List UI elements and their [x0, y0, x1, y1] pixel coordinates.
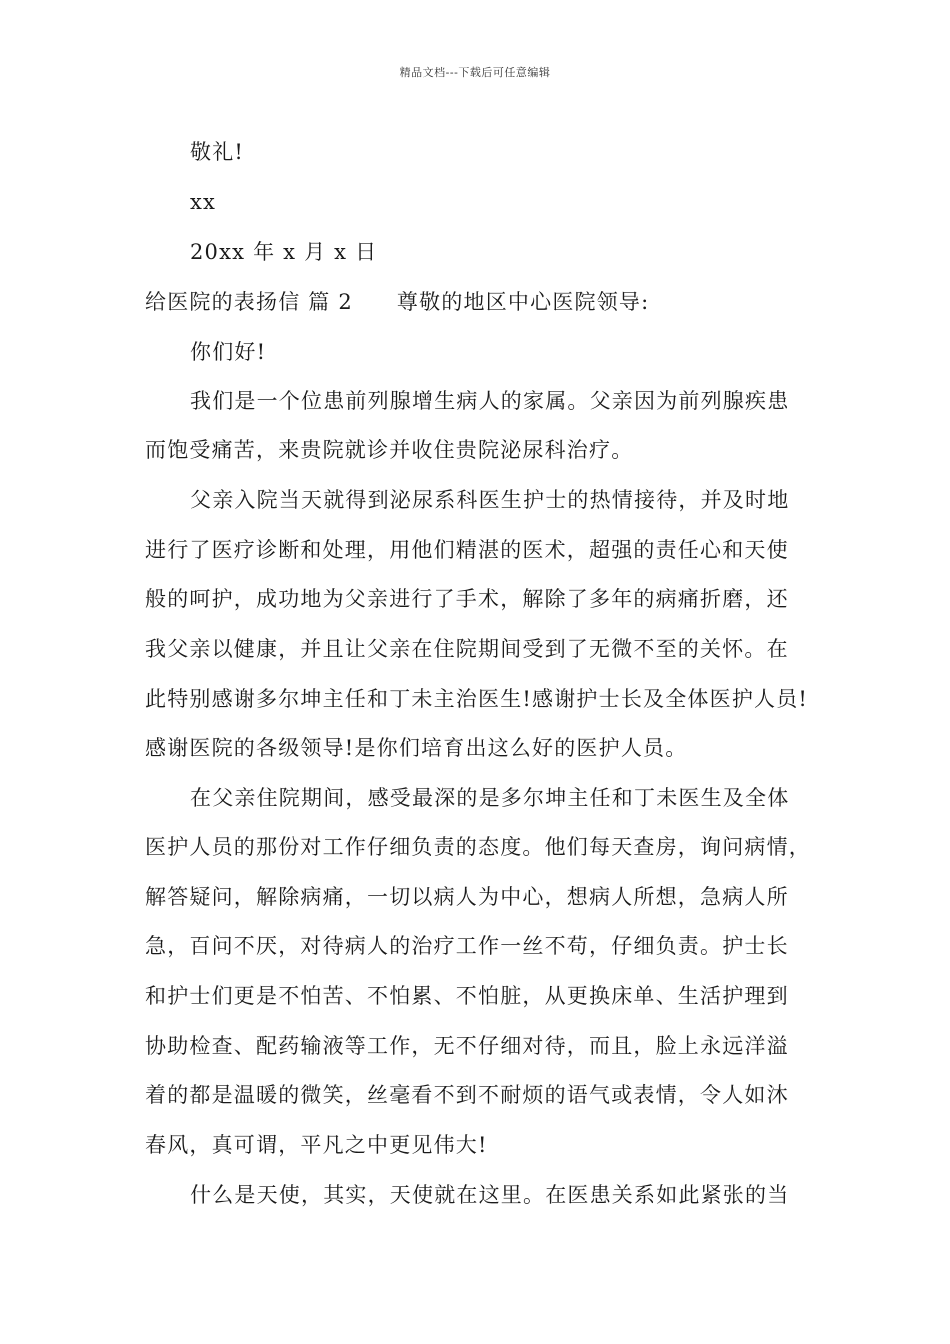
- letter-salutation: 尊敬的地区中心医院领导:: [396, 290, 650, 314]
- letter-title-line: [145, 287, 825, 317]
- body-line: 着的都是温暖的微笑，丝毫看不到不耐烦的语气或表情，令人如沐: [145, 1083, 789, 1107]
- body-line: 而饱受痛苦，来贵院就诊并收住贵院泌尿科治疗。: [145, 438, 634, 462]
- body-line: 解答疑问，解除病痛，一切以病人为中心，想病人所想，急病人所: [145, 885, 789, 909]
- body-line: 我父亲以健康，并且让父亲在住院期间受到了无微不至的关怀。在: [145, 637, 789, 661]
- letter-title: 给医院的表扬信 篇 2: [145, 290, 353, 314]
- closing-salute: 敬礼!: [190, 140, 245, 164]
- body-line: 般的呵护，成功地为父亲进行了手术，解除了多年的病痛折磨，还: [145, 587, 789, 611]
- body-line: 医护人员的那份对工作仔细负责的态度。他们每天查房，询问病情，: [145, 835, 811, 859]
- body-line: 和护士们更是不怕苦、不怕累、不怕脏，从更换床单、生活护理到: [145, 984, 789, 1008]
- closing-date: 20xx 年 x 月 x 日: [190, 240, 378, 264]
- body-line: 春风，真可谓，平凡之中更见伟大!: [145, 1133, 488, 1157]
- body-line: 什么是天使，其实，天使就在这里。在医患关系如此紧张的当: [190, 1183, 790, 1207]
- body-line: 协助检查、配药输液等工作，无不仔细对待，而且，脸上永远洋溢: [145, 1034, 789, 1058]
- body-line: 急，百问不厌，对待病人的治疗工作一丝不苟，仔细负责。护士长: [145, 934, 789, 958]
- body-line: 父亲入院当天就得到泌尿系科医生护士的热情接待，并及时地: [190, 488, 790, 512]
- body-line: 感谢医院的各级领导!是你们培育出这么好的医护人员。: [145, 736, 688, 760]
- page-header: 精品文档---下载后可任意编辑: [399, 66, 551, 79]
- letter-greeting: 你们好!: [190, 340, 267, 364]
- closing-signature: xx: [190, 190, 217, 214]
- body-line: 我们是一个位患前列腺增生病人的家属。父亲因为前列腺疾患: [190, 389, 790, 413]
- body-line: 此特别感谢多尔坤主任和丁未主治医生!感谢护士长及全体医护人员!: [145, 687, 809, 711]
- body-line: 在父亲住院期间，感受最深的是多尔坤主任和丁未医生及全体: [190, 786, 790, 810]
- body-line: 进行了医疗诊断和处理，用他们精湛的医术，超强的责任心和天使: [145, 538, 789, 562]
